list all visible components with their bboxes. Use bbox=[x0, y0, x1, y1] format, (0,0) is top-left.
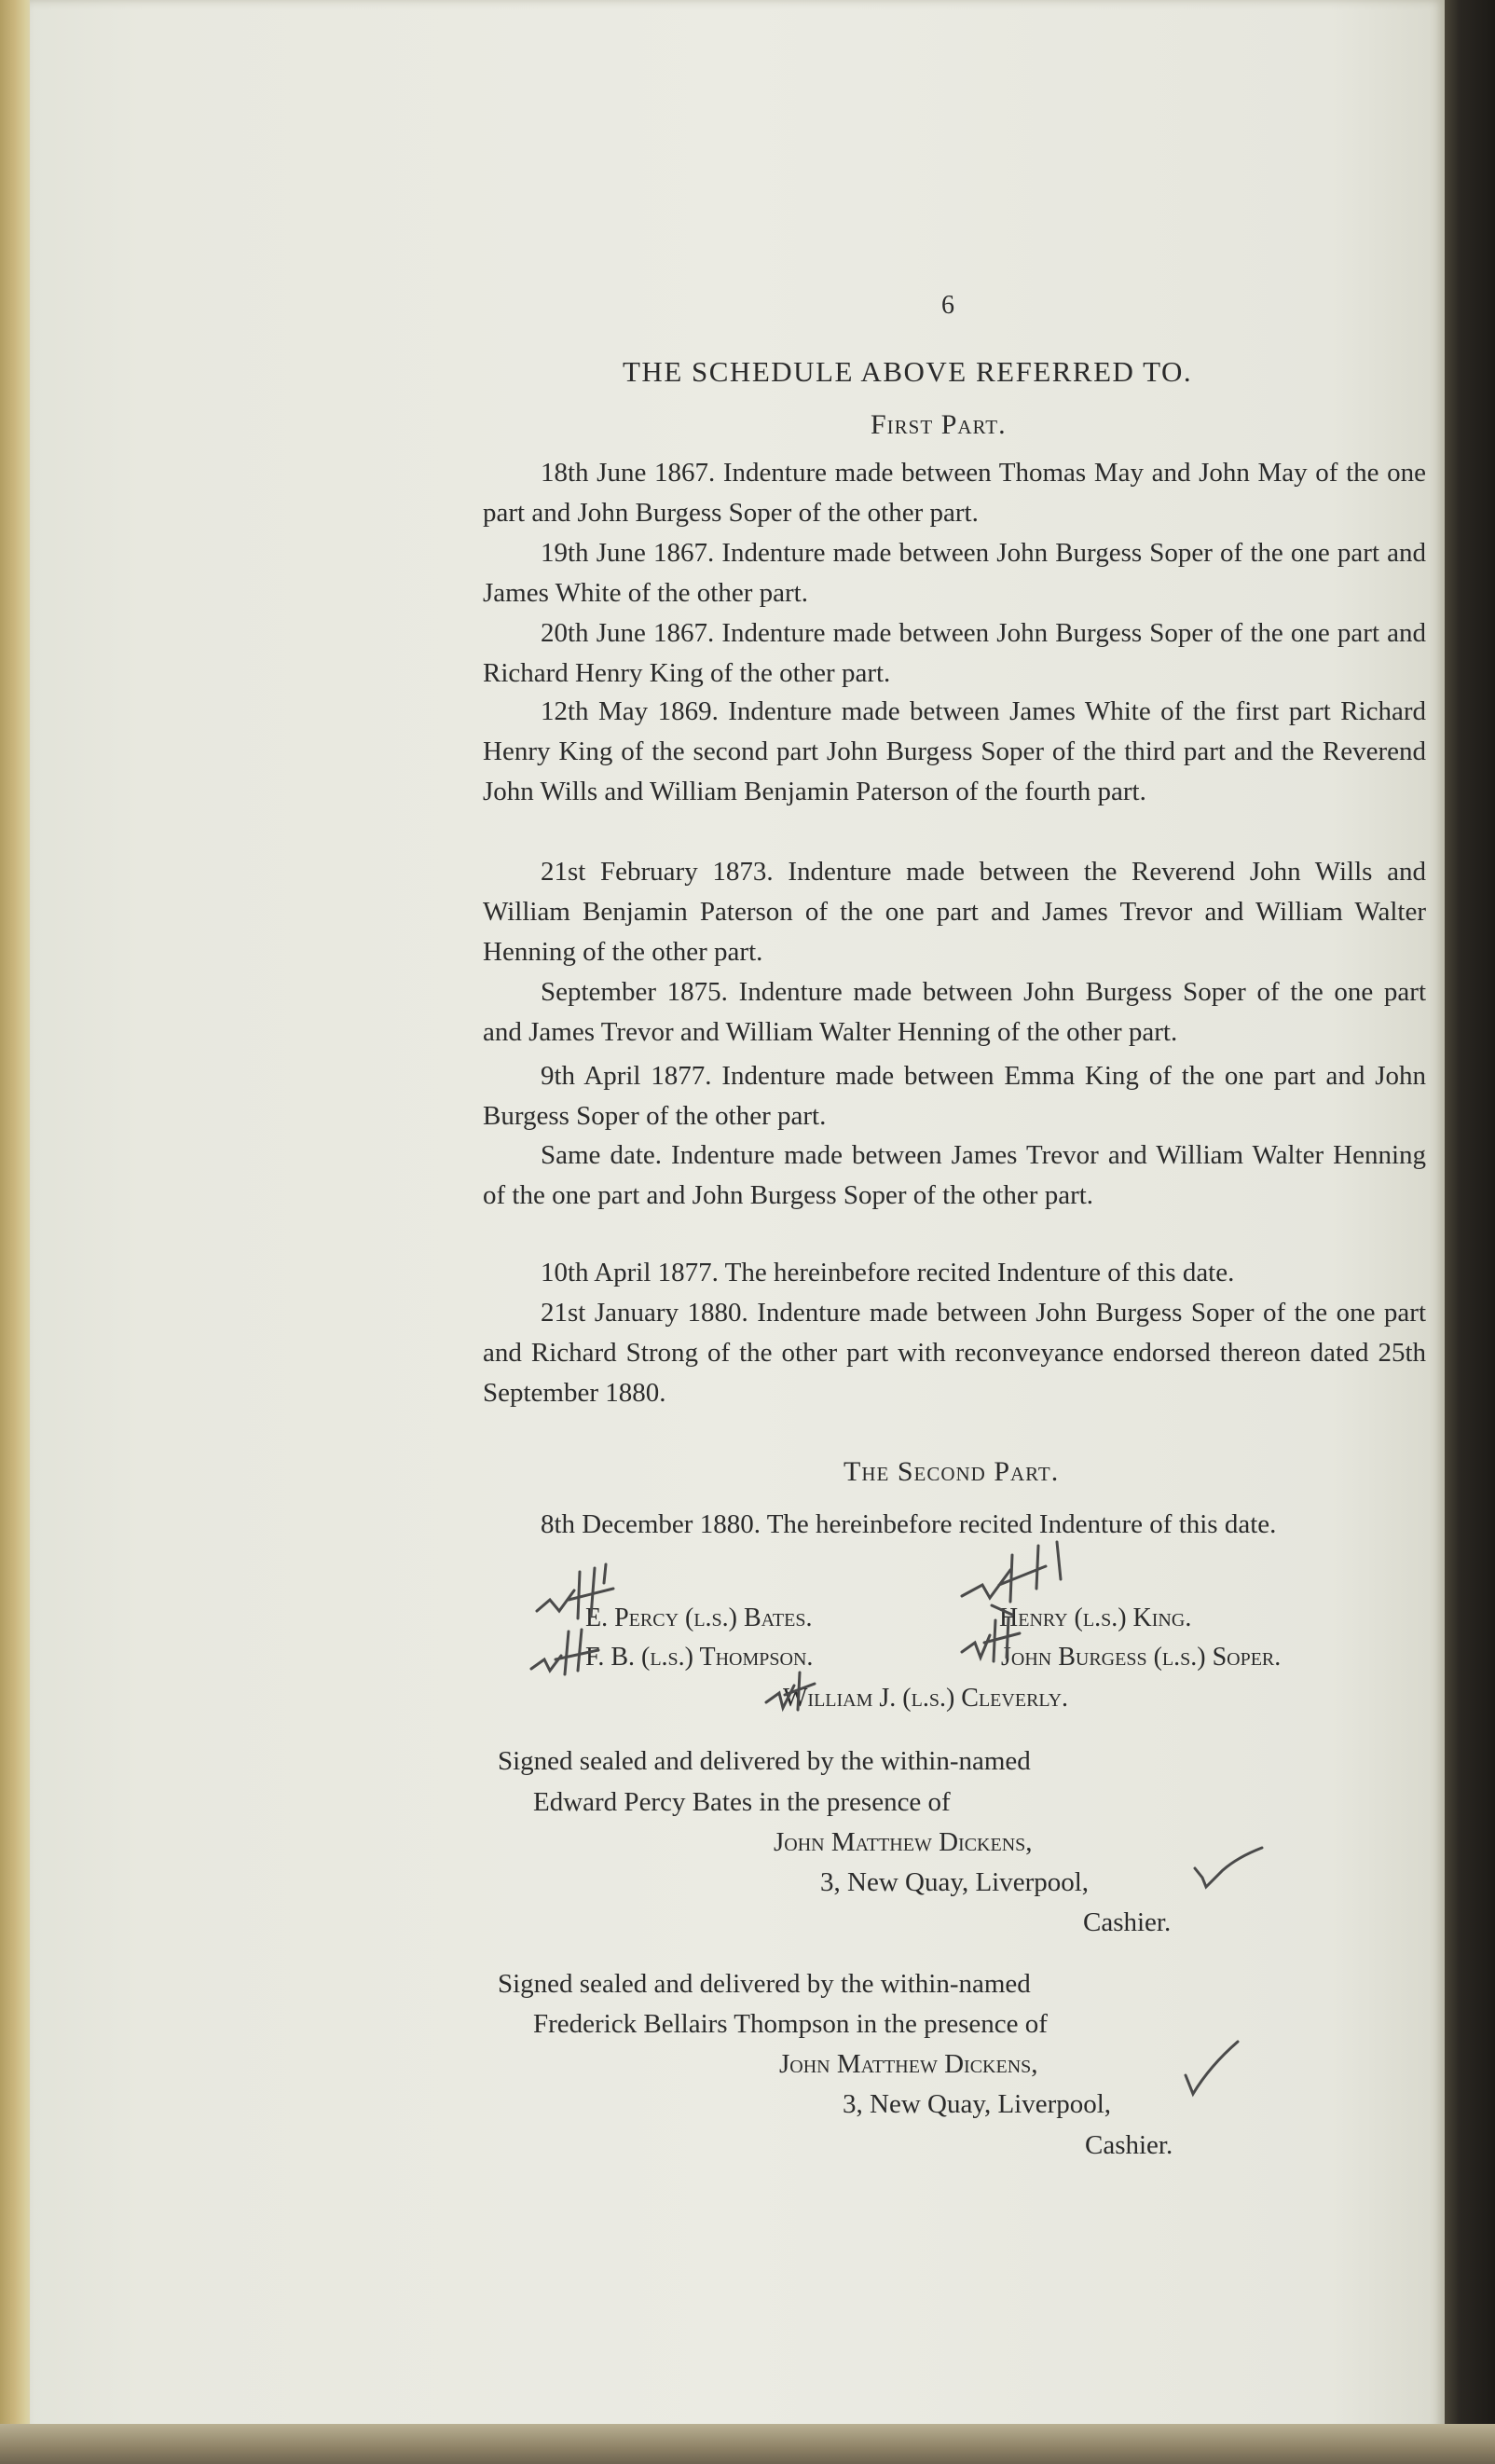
entry-text: The hereinbefore recited Indenture of this date. bbox=[724, 1258, 1235, 1287]
entry-date: 9th April 1877. bbox=[541, 1061, 712, 1091]
entry-date: Same date. bbox=[541, 1140, 662, 1170]
pencil-check-mark bbox=[1191, 1844, 1266, 1891]
pencil-check-mark bbox=[1182, 2038, 1247, 2103]
attestation-2-line2: Frederick Bellairs Thompson in the presence of bbox=[533, 2009, 1048, 2039]
entry-text: Indenture made between Thomas May and John May of the one part and John Burgess Soper of the other part. bbox=[483, 458, 1427, 528]
entry-text: Indenture made between James Trevor and William Walter Henning of the one part and John Burgess Soper of the other part. bbox=[483, 1140, 1427, 1210]
entry-date: 10th April 1877. bbox=[541, 1258, 719, 1287]
entry-2 bbox=[483, 533, 1426, 613]
pencil-tally-mark bbox=[762, 1669, 818, 1715]
schedule-title: THE SCHEDULE ABOVE REFERRED TO. bbox=[623, 355, 1193, 388]
signature-king: Henry (l.s.) King. bbox=[999, 1604, 1192, 1632]
pencil-tally-mark bbox=[956, 1542, 1077, 1617]
attestation-2-witness-occupation: Cashier. bbox=[1085, 2130, 1173, 2160]
attestation-1-line2: Edward Percy Bates in the presence of bbox=[533, 1787, 951, 1817]
entry-text: Indenture made between John Burgess Soper of the one part and James Trevor and William Walter Henning of the other part. bbox=[483, 977, 1427, 1047]
entry-9 bbox=[483, 1253, 1426, 1293]
entry-6 bbox=[483, 972, 1426, 1053]
attestation-2-witness-address: 3, New Quay, Liverpool, bbox=[843, 2089, 1112, 2119]
entry-date: 21st January 1880. bbox=[541, 1298, 748, 1328]
entry-date: 18th June 1867. bbox=[541, 458, 716, 488]
signature-bates: E. Percy (l.s.) Bates. bbox=[585, 1604, 813, 1632]
attestation-1-line1: Signed sealed and delivered by the within-named bbox=[498, 1746, 1031, 1776]
book-edge-right bbox=[1445, 0, 1495, 2464]
signature-soper: John Burgess (l.s.) Soper. bbox=[1001, 1643, 1282, 1672]
entry-10 bbox=[483, 1293, 1426, 1413]
entry-text: Indenture made between John Burgess Soper of the one part and James White of the other part. bbox=[483, 538, 1427, 608]
entry-5 bbox=[483, 852, 1426, 972]
entry-3 bbox=[483, 613, 1426, 694]
entry-7 bbox=[483, 1056, 1426, 1136]
entry-text: Indenture made between the Reverend John Wills and William Benjamin Paterson of the one part and James Trevor and William Walter Henning of the other part. bbox=[483, 857, 1427, 967]
entry-text: Indenture made between John Burgess Soper of the one part and Richard Henry King of the other part. bbox=[483, 618, 1427, 688]
signature-cleverly: William J. (l.s.) Cleverly. bbox=[783, 1684, 1069, 1713]
entry-text: The hereinbefore recited Indenture of this date. bbox=[766, 1509, 1277, 1539]
entry-date: 19th June 1867. bbox=[541, 538, 715, 568]
pencil-tally-mark bbox=[958, 1615, 1023, 1671]
signature-thompson: F. B. (l.s.) Thompson. bbox=[585, 1643, 814, 1672]
attestation-2-line1: Signed sealed and delivered by the within-named bbox=[498, 1969, 1031, 1999]
entry-text: Indenture made between James White of the first part Richard Henry King of the second part John Burgess Soper of the third part and the Reverend John Wills and William Benjamin Paterson of the fourth part. bbox=[483, 696, 1427, 806]
entry-text: Indenture made between John Burgess Soper of the one part and Richard Strong of the other part with reconveyance endorsed thereon dated 25th September 1880. bbox=[483, 1298, 1427, 1408]
pencil-tally-mark bbox=[528, 1622, 602, 1678]
entry-date: September 1875. bbox=[541, 977, 728, 1007]
second-part-heading: The Second Part. bbox=[844, 1456, 1060, 1487]
entry-date: 21st February 1873. bbox=[541, 857, 774, 887]
page-number: 6 bbox=[941, 291, 954, 320]
entry-1 bbox=[483, 453, 1426, 533]
attestation-1-witness-address: 3, New Quay, Liverpool, bbox=[820, 1867, 1090, 1897]
entry-date: 8th December 1880. bbox=[541, 1509, 761, 1539]
attestation-2-witness-name: John Matthew Dickens, bbox=[779, 2049, 1038, 2079]
attestation-1-witness-occupation: Cashier. bbox=[1083, 1907, 1172, 1937]
attestation-1-witness-name: John Matthew Dickens, bbox=[774, 1827, 1033, 1857]
pencil-tally-mark bbox=[531, 1562, 624, 1628]
page-bottom-edge bbox=[0, 2424, 1495, 2464]
entry-text: Indenture made between Emma King of the one part and John Burgess Soper of the other part. bbox=[483, 1061, 1427, 1131]
second-part-entry bbox=[483, 1505, 1426, 1545]
entry-4 bbox=[483, 692, 1426, 812]
entry-date: 12th May 1869. bbox=[541, 696, 719, 726]
entry-8 bbox=[483, 1136, 1426, 1216]
entry-date: 20th June 1867. bbox=[541, 618, 715, 648]
first-part-heading: First Part. bbox=[871, 409, 1007, 440]
